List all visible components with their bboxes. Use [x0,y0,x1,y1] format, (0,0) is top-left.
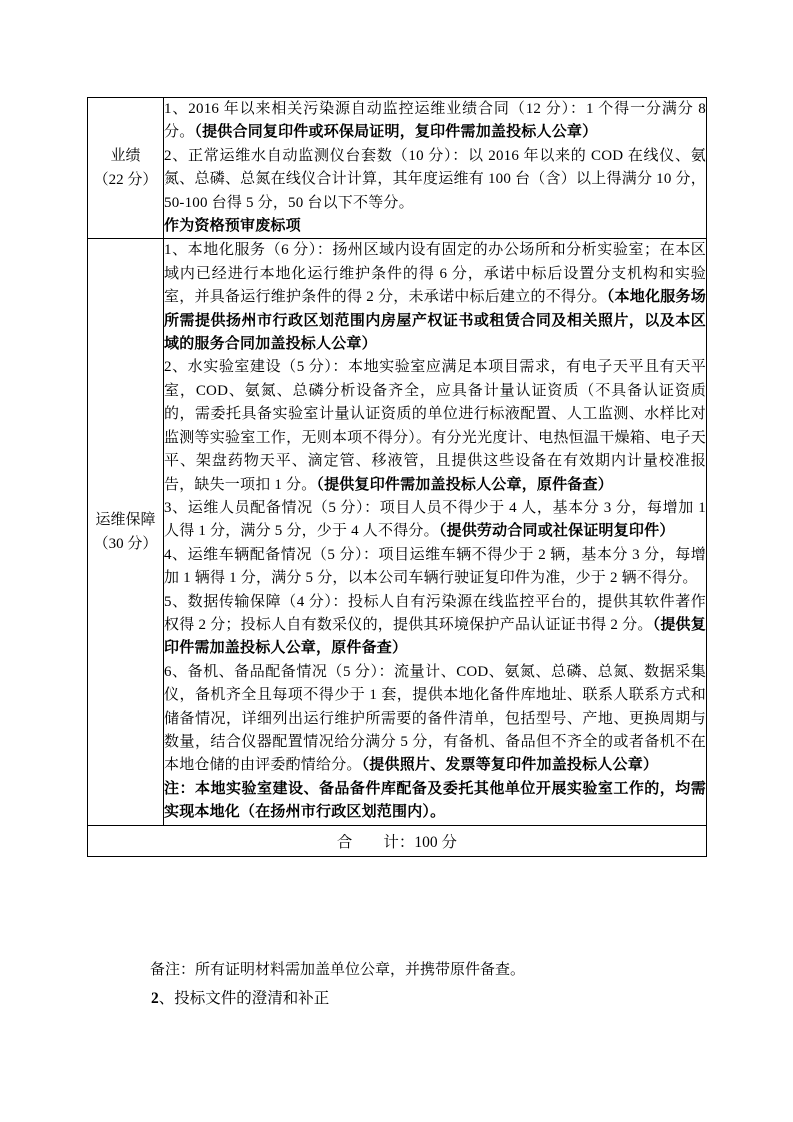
criteria-paragraph [164,778,706,825]
text-run: 1、本地化服务（6 分）：扬州区域内设有固定的办公场所和分析实验室；在本区域内已经进行本地化运行维护条件的得 6 分，承诺中标后设置分支机构和实验室，并具备运行维护条件的得 2 分，未承诺中标后建立的不得分。 [164,242,706,306]
criteria-paragraph [164,356,706,496]
row-label-operation-maintenance-score: （30 分） [93,536,158,553]
text-run-bold: （提供复印件需加盖投标人公章，原件备查） [164,616,706,657]
evaluation-score-table [87,97,707,857]
text-run: 2、水实验室建设（5 分）：本地实验室应满足本项目需求，有电子天平且有天平室，COD、氨氮、总磷分析设备齐全，应具备计量认证资质（不具备认证资质的，需委托具备实验室计量认证资质的单位进行标液配置、人工监测、水样比对监测等实验室工作，无则本项不得分）。有分光光度计、电热恒温干燥箱、电子天平、架盘药物天平、滴定管、移液管，且提供这些设备在有效期内计量校准报告，缺失一项扣 1 分。 [164,359,706,493]
table-row [88,98,707,239]
text-run: 6、备机、备品配备情况（5 分）：流量计、COD、氨氮、总磷、总氮、数据采集仪，备机齐全且每项不得少于 1 套，提供本地化备件库地址、联系人联系方式和储备情况，详细列出运行维护所需要的备件清单，包括型号、产地、更换周期与数量，结合仪器配置情况给分满分 5 分，有备机、备品但不齐全的或者备机不在本地仓储的由评委酌情给分。 [164,663,706,774]
text-run: 2、正常运维水自动监测仪台套数（10 分）：以 2016 年以来的 COD 在线仪、氨氮、总磷、总氮在线仪合计计算，其年度运维有 100 台（含）以上得满分 10 分，50-100 台得 5 分，50 台以下不等分。 [164,147,706,211]
text-run: 3、运维人员配备情况（5 分）：项目人员不得少于 4 人，基本分 3 分，每增加 1 人得 1 分，满分 5 分，少于 4 人不得分。 [164,499,706,540]
text-run: 、投标文件的澄清和补正 [158,990,330,1007]
criteria-paragraph [164,145,706,215]
criteria-paragraph [164,661,706,778]
text-run: 5、数据传输保障（4 分）：投标人自有污染源在线监控平台的，提供其软件著作权得 2 分；投标人自有数采仪的，提供其环境保护产品认证证书得 2 分。 [164,593,706,633]
criteria-paragraph [164,497,706,544]
row-label-operation-maintenance-title: 运维保障 [95,512,156,529]
total-row [88,825,707,856]
criteria-paragraph [164,215,706,238]
text-run-bold: （提供照片、发票等复印件加盖投标人公章） [361,757,659,774]
text-run-bold: （本地化服务场所需提供扬州市行政区划范围内房屋产权证书或租赁合同及相关照片，以及本区域的服务合同加盖投标人公章） [164,289,706,353]
criteria-paragraph [164,591,706,661]
row-label-performance [88,98,164,239]
criteria-paragraph [164,98,706,145]
remark-line: 备注：所有证明材料需加盖单位公章，并携带原件备查。 [150,962,526,978]
operation-maintenance-criteria-cell [164,239,707,825]
row-label-operation-maintenance [88,239,164,825]
row-label-performance-score: （22 分） [93,172,158,189]
text-run-bold: 作为资格预审废标项 [164,218,301,235]
criteria-paragraph [164,544,706,591]
total-score-cell: 合 计：100 分 [88,825,707,856]
text-run-bold: （提供劳动合同或社保证明复印件） [438,523,675,540]
section-heading [151,989,329,1008]
text-run: 4、运维车辆配备情况（5 分）：项目运维车辆不得少于 2 辆，基本分 3 分，每增加 1 辆得 1 分，满分 5 分，以本公司车辆行驶证复印件为准，少于 2 辆不得分。 [164,546,706,587]
row-label-performance-title: 业绩 [110,148,141,165]
text-run-bold: 2 [151,990,159,1007]
criteria-paragraph [164,239,706,356]
table-row [88,239,707,825]
text-run-bold: （提供合同复印件或环保局证明，复印件需加盖投标人公章） [194,124,598,141]
performance-criteria-cell [164,98,707,239]
text-run-bold: 注：本地实验室建设、备品备件库配备及委托其他单位开展实验室工作的，均需实现本地化（在扬州市行政区划范围内）。 [164,780,706,821]
text-run: 1、2016 年以来相关污染源自动监控运维业绩合同（12 分）：1 个得一分满分 8 分。 [164,101,706,141]
text-run-bold: （提供复印件需加盖投标人公章，原件备查） [316,476,613,493]
